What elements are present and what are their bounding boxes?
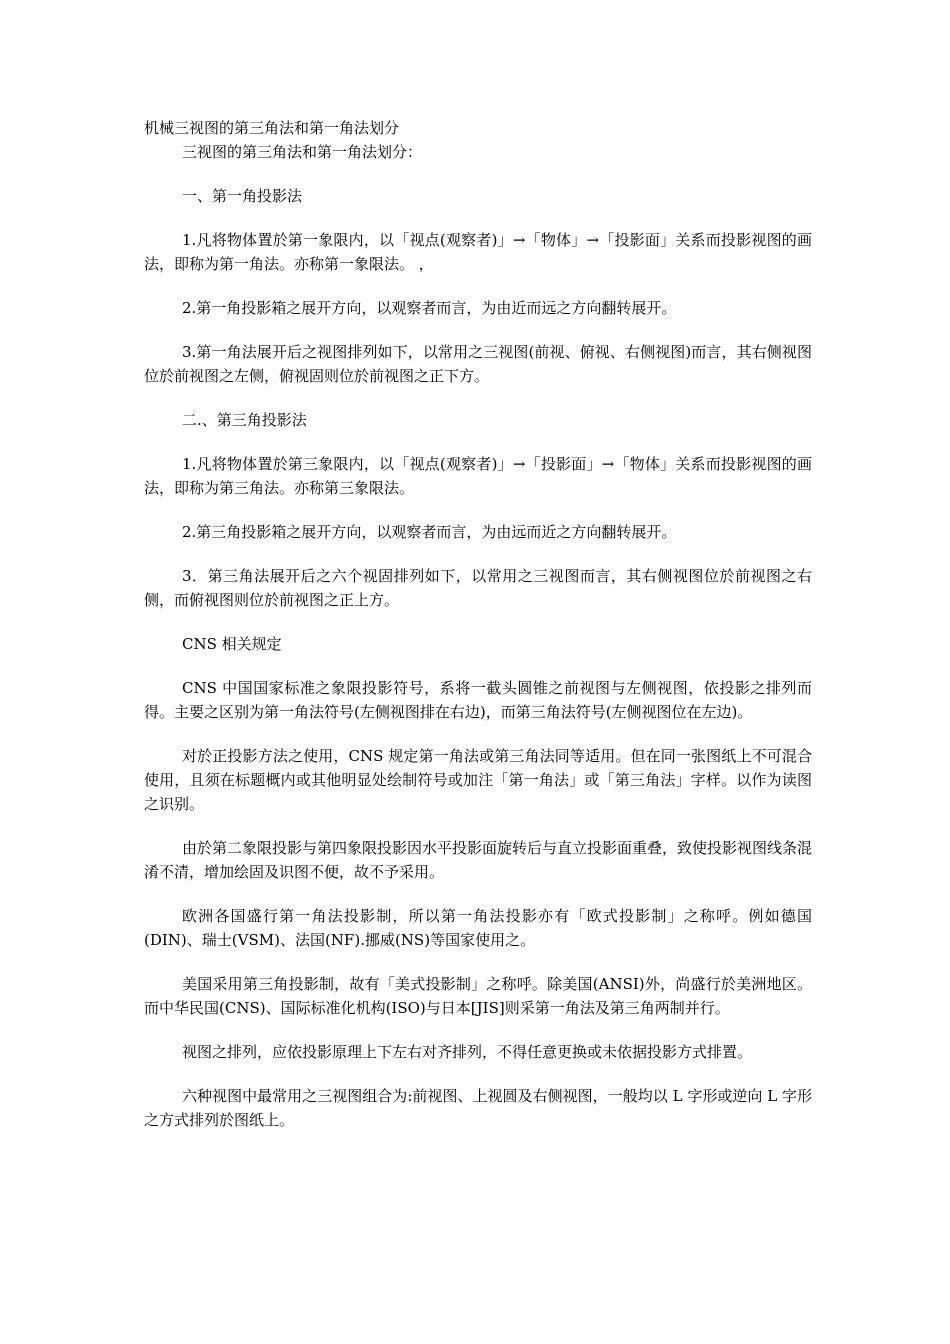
- section-heading-third-angle: 二.、第三角投影法: [182, 411, 307, 429]
- paragraph-third-angle-2: 2.第三角投影箱之展开方向，以观察者而言，为由远而近之方向翻转展开。: [182, 523, 677, 541]
- paragraph-first-angle-2: 2.第一角投影箱之展开方向，以观察者而言，为由近而远之方向翻转展开。: [182, 299, 677, 317]
- paragraph-first-angle-1: 1.凡将物体置於第一象限内，以「视点(观察者)」→「物体」→「投影面」关系而投影视图的画法，即称为第一角法。亦称第一象限法。 ，: [144, 231, 812, 273]
- paragraph-quadrant-exclusion: 由於第二象限投影与第四象限投影因水平投影面旋转后与直立投影面重叠，致使投影视图线条混淆不清，增加绘固及识图不便，故不予采用。: [144, 839, 813, 881]
- paragraph-third-angle-3: 3．第三角法展开后之六个视固排列如下，以常用之三视图而言，其右侧视图位於前视图之右侧，而俯视图则位於前视图之正上方。: [144, 567, 812, 609]
- section-heading-first-angle: 一、第一角投影法: [182, 187, 303, 205]
- paragraph-three-view: 六种视图中最常用之三视图组合为:前视图、上视圆及右侧视图，一般均以 L 字形或逆向 L 字形之方式排列於图纸上。: [144, 1087, 812, 1129]
- paragraph-america: 美国采用第三角投影制，故有「美式投影制」之称呼。除美国(ANSI)外，尚盛行於美洲地区。而中华民国(CNS)、国际标准化机构(ISO)与日本[JIS]则采第一角法及第三角两制并行。: [144, 975, 812, 1017]
- paragraph-cns-usage: 对於正投影方法之使用，CNS 规定第一角法或第三角法同等适用。但在同一张图纸上不可混合使用，且须在标题概内或其他明显处绘制符号或加注「第一角法」或「第三角法」字样。以作为读图之识别。: [144, 747, 812, 813]
- document-title: 机械三视图的第三角法和第一角法划分: [144, 119, 400, 137]
- paragraph-arrangement: 视图之排列，应依投影原理上下左右对齐排列，不得任意更换或未依据投影方式排置。: [182, 1043, 753, 1061]
- paragraph-third-angle-1: 1.凡将物体置於第三象限内，以「视点(观察者)」→「投影面」→「物体」关系而投影视图的画法，即称为第三角法。亦称第三象限法。: [144, 455, 812, 497]
- paragraph-cns-symbol: CNS 中国国家标准之象限投影符号，系将一截头圆锥之前视图与左侧视图，依投影之排列而得。主要之区别为第一角法符号(左侧视图排在右边)，而第三角法符号(左侧视图位在左边)。: [144, 679, 812, 721]
- section-heading-cns: CNS 相关规定: [182, 635, 282, 653]
- paragraph-europe: 欧洲各国盛行第一角法投影制，所以第一角法投影亦有「欧式投影制」之称呼。例如德国(DIN)、瑞士(VSM)、法国(NF).挪威(NS)等国家使用之。: [144, 907, 812, 949]
- paragraph-first-angle-3: 3.第一角法展开后之视图排列如下，以常用之三视图(前视、俯视、右侧视图)而言，其右侧视图位於前视图之左侧，俯视固则位於前视图之正下方。: [144, 343, 812, 385]
- document-page: [144, 116, 812, 1132]
- document-subtitle: 三视图的第三角法和第一角法划分：: [182, 143, 423, 161]
